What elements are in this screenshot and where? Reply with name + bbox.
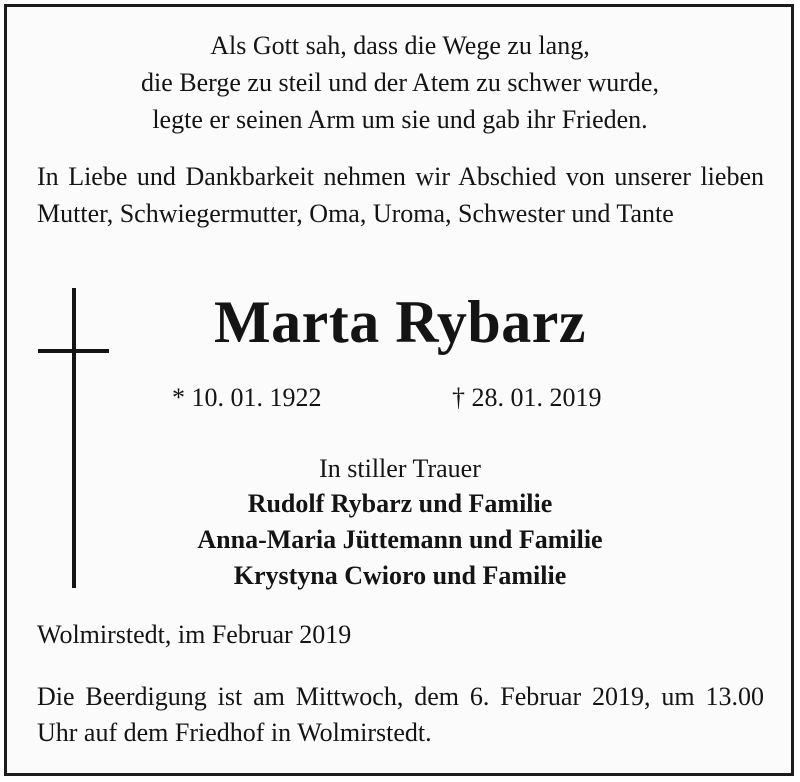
mourner-family: Anna-Maria Jüttemann und Familie xyxy=(197,525,603,554)
mourning-heading: In stiller Trauer xyxy=(319,454,481,483)
mourner-family: Krystyna Cwioro und Familie xyxy=(233,561,567,590)
poem-line: legte er seinen Arm um sie und gab ihr Frieden. xyxy=(152,105,648,134)
mourner-families xyxy=(0,486,800,594)
death-date: † 28. 01. 2019 xyxy=(452,383,602,412)
mourner-family: Rudolf Rybarz und Familie xyxy=(247,489,553,518)
poem-line: die Berge zu steil und der Atem zu schwer wurde, xyxy=(141,68,659,97)
deceased-name: Marta Rybarz xyxy=(213,289,587,355)
intro-text: In Liebe und Dankbarkeit nehmen wir Abschied von unserer lieben Mutter, Schwiegermutter, Oma, Uroma, Schwester und Tante xyxy=(37,162,764,228)
funeral-info: Die Beerdigung ist am Mittwoch, dem 6. Februar 2019, um 13.00 Uhr auf dem Friedhof in Wolmirstedt. xyxy=(37,682,764,747)
birth-date: * 10. 01. 1922 xyxy=(172,383,322,412)
place-date: Wolmirstedt, im Februar 2019 xyxy=(37,620,352,649)
poem xyxy=(0,27,800,138)
poem-line: Als Gott sah, dass die Wege zu lang, xyxy=(210,31,590,60)
